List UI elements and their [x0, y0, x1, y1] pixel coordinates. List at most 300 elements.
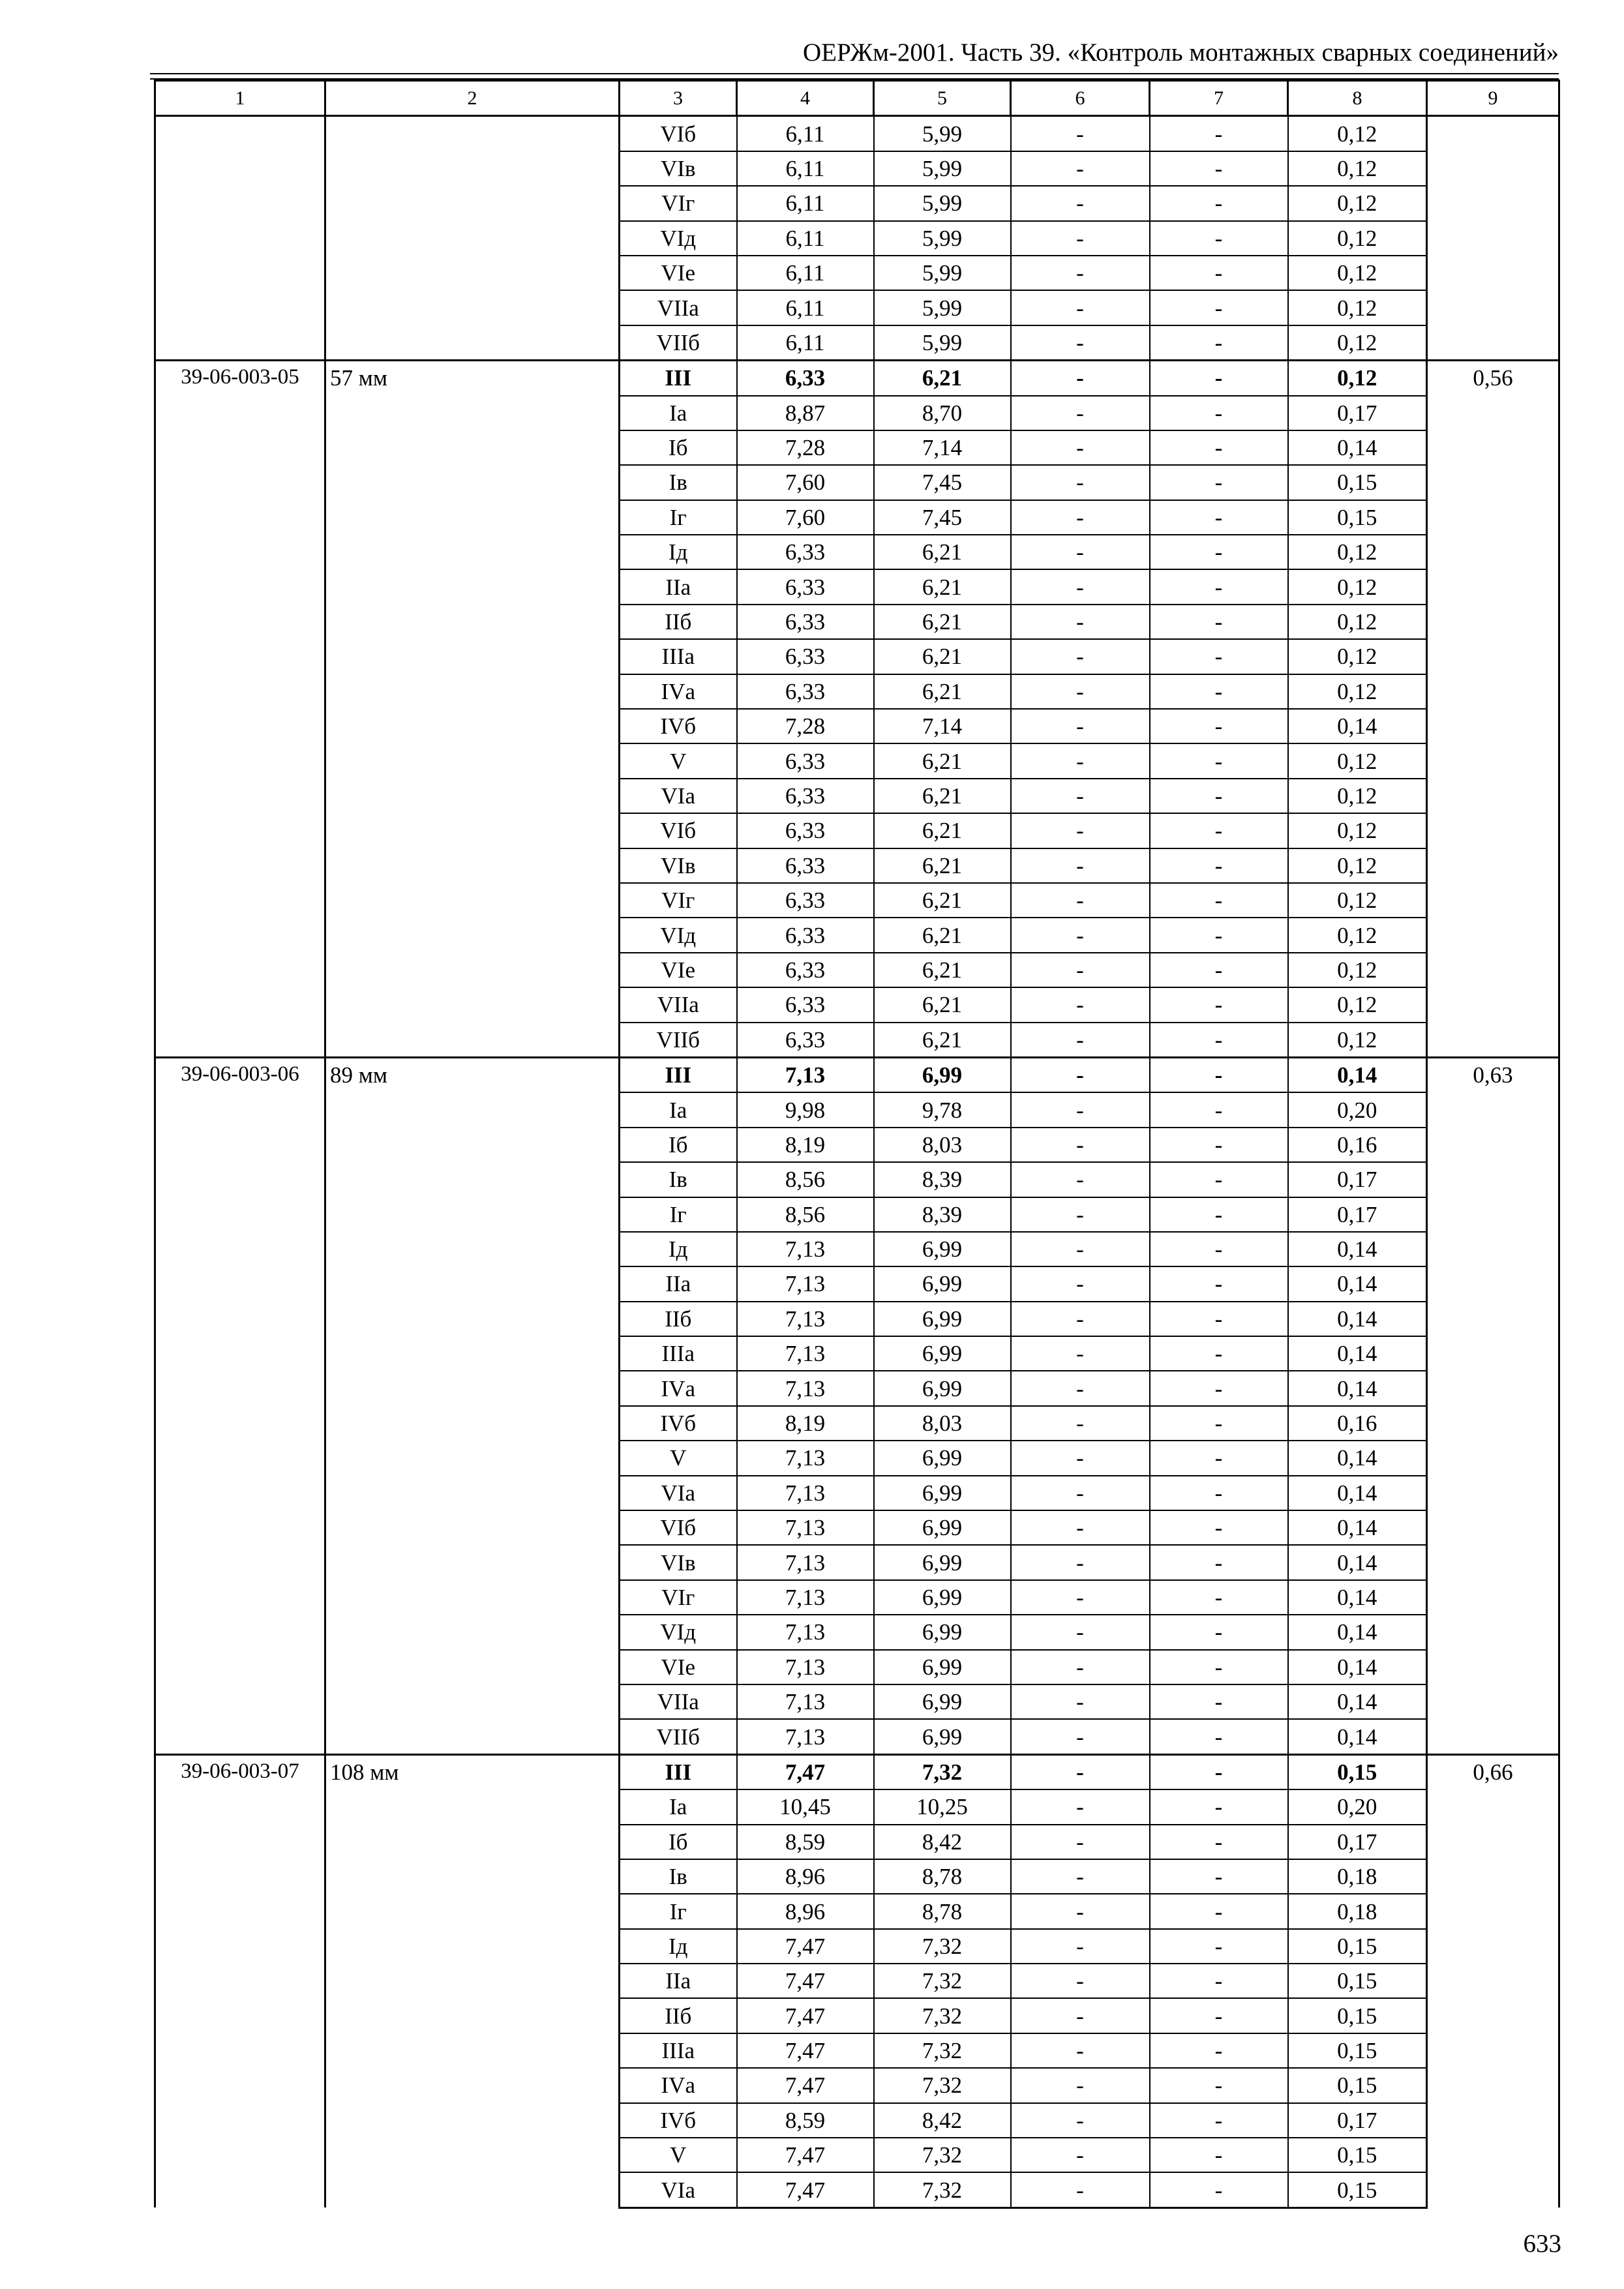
value-cell: 7,28: [737, 430, 874, 465]
column-number: 3: [620, 81, 737, 116]
value-cell: 0,14: [1288, 1371, 1427, 1405]
value-cell: -: [1011, 2138, 1150, 2172]
value-cell: 8,42: [874, 1825, 1011, 1859]
value-cell: 6,99: [874, 1371, 1011, 1405]
rate-name: [325, 116, 620, 361]
value-cell: -: [1150, 1754, 1288, 1789]
category-cell: Iг: [620, 1894, 737, 1928]
value-cell: -: [1011, 1092, 1150, 1127]
value-cell: -: [1150, 1162, 1288, 1197]
value-cell: 10,25: [874, 1789, 1011, 1824]
category-cell: IIа: [620, 569, 737, 604]
value-cell: 8,59: [737, 2103, 874, 2138]
value-cell: -: [1150, 186, 1288, 220]
value-cell: 7,60: [737, 465, 874, 500]
value-cell: -: [1150, 1998, 1288, 2033]
category-cell: IIIа: [620, 639, 737, 674]
value-cell: -: [1011, 1128, 1150, 1162]
value-cell: -: [1011, 1406, 1150, 1441]
value-cell: -: [1150, 1406, 1288, 1441]
value-cell: 7,32: [874, 2033, 1011, 2068]
value-cell: -: [1011, 535, 1150, 569]
value-cell: 0,12: [1288, 569, 1427, 604]
value-cell: -: [1011, 674, 1150, 709]
value-cell: 0,15: [1288, 2172, 1427, 2207]
table-row: [155, 361, 1559, 396]
value-cell: -: [1150, 918, 1288, 952]
value-cell: 7,13: [737, 1232, 874, 1266]
value-cell: -: [1011, 1998, 1150, 2033]
value-cell: 6,33: [737, 605, 874, 639]
category-cell: VIIб: [620, 1719, 737, 1754]
category-cell: Iб: [620, 430, 737, 465]
value-cell: 7,13: [737, 1545, 874, 1579]
column-number: 8: [1288, 81, 1427, 116]
category-cell: VIг: [620, 1580, 737, 1615]
value-cell: 8,42: [874, 2103, 1011, 2138]
value-cell: 0,12: [1288, 256, 1427, 290]
value-cell: 6,99: [874, 1302, 1011, 1336]
value-cell: 6,33: [737, 535, 874, 569]
value-cell: -: [1011, 151, 1150, 186]
rate-name: 108 мм: [325, 1754, 620, 2207]
value-cell: 0,14: [1288, 1719, 1427, 1754]
value-cell: 6,99: [874, 1545, 1011, 1579]
value-cell: 0,14: [1288, 1650, 1427, 1684]
value-cell: 0,12: [1288, 325, 1427, 361]
value-cell: -: [1150, 430, 1288, 465]
value-cell: 0,18: [1288, 1859, 1427, 1894]
value-cell: 8,39: [874, 1162, 1011, 1197]
value-cell: 6,11: [737, 290, 874, 325]
value-cell: 6,99: [874, 1232, 1011, 1266]
category-cell: VIб: [620, 813, 737, 848]
value-cell: -: [1011, 1371, 1150, 1405]
value-cell: -: [1150, 743, 1288, 778]
value-cell: -: [1150, 1476, 1288, 1510]
value-cell: 0,12: [1288, 186, 1427, 220]
value-cell: 6,99: [874, 1510, 1011, 1545]
value-cell: -: [1150, 361, 1288, 396]
value-cell: -: [1150, 1894, 1288, 1928]
value-cell: 7,47: [737, 1964, 874, 1998]
value-cell: 0,12: [1288, 151, 1427, 186]
value-cell: -: [1150, 2068, 1288, 2102]
value-cell: -: [1011, 1476, 1150, 1510]
value-cell: -: [1150, 1825, 1288, 1859]
value-cell: -: [1011, 1789, 1150, 1824]
category-cell: IIб: [620, 1302, 737, 1336]
value-cell: -: [1150, 1545, 1288, 1579]
value-cell: 0,14: [1288, 1232, 1427, 1266]
value-cell: 7,13: [737, 1684, 874, 1719]
value-cell: -: [1150, 2172, 1288, 2207]
value-cell: 6,21: [874, 883, 1011, 918]
value-cell: -: [1150, 605, 1288, 639]
value-cell: -: [1011, 465, 1150, 500]
total-cell: 0,63: [1427, 1057, 1559, 1754]
value-cell: 7,13: [737, 1057, 874, 1092]
value-cell: -: [1150, 151, 1288, 186]
category-cell: VIе: [620, 953, 737, 987]
value-cell: 6,33: [737, 883, 874, 918]
value-cell: -: [1011, 1232, 1150, 1266]
value-cell: 7,13: [737, 1266, 874, 1301]
value-cell: -: [1150, 221, 1288, 256]
value-cell: -: [1011, 430, 1150, 465]
value-cell: 0,12: [1288, 361, 1427, 396]
value-cell: -: [1011, 1441, 1150, 1475]
value-cell: 6,21: [874, 605, 1011, 639]
category-cell: VIв: [620, 1545, 737, 1579]
value-cell: 8,78: [874, 1859, 1011, 1894]
category-cell: Iа: [620, 1092, 737, 1127]
value-cell: -: [1011, 953, 1150, 987]
value-cell: 7,47: [737, 2172, 874, 2207]
category-cell: Iа: [620, 1789, 737, 1824]
value-cell: -: [1150, 987, 1288, 1022]
category-cell: VIIб: [620, 1023, 737, 1058]
total-cell: 0,66: [1427, 1754, 1559, 2207]
category-cell: IVа: [620, 674, 737, 709]
category-cell: IIа: [620, 1266, 737, 1301]
value-cell: 8,03: [874, 1128, 1011, 1162]
value-cell: 7,28: [737, 709, 874, 743]
value-cell: -: [1011, 848, 1150, 883]
value-cell: -: [1150, 1859, 1288, 1894]
value-cell: -: [1150, 325, 1288, 361]
value-cell: 6,11: [737, 186, 874, 220]
value-cell: -: [1150, 1232, 1288, 1266]
value-cell: 6,99: [874, 1266, 1011, 1301]
value-cell: -: [1011, 2103, 1150, 2138]
category-cell: Iд: [620, 1232, 737, 1266]
category-cell: IVа: [620, 1371, 737, 1405]
value-cell: -: [1011, 256, 1150, 290]
value-cell: -: [1150, 848, 1288, 883]
value-cell: 0,14: [1288, 1441, 1427, 1475]
value-cell: 7,60: [737, 500, 874, 535]
value-cell: -: [1011, 1510, 1150, 1545]
value-cell: -: [1150, 813, 1288, 848]
value-cell: -: [1011, 116, 1150, 151]
value-cell: 7,45: [874, 500, 1011, 535]
column-number: 5: [874, 81, 1011, 116]
category-cell: VIа: [620, 2172, 737, 2207]
value-cell: 5,99: [874, 325, 1011, 361]
category-cell: IVб: [620, 2103, 737, 2138]
category-cell: IIIа: [620, 2033, 737, 2068]
value-cell: -: [1150, 1266, 1288, 1301]
value-cell: -: [1011, 1684, 1150, 1719]
value-cell: 0,17: [1288, 1197, 1427, 1232]
value-cell: 7,13: [737, 1371, 874, 1405]
header-rule: [150, 73, 1559, 74]
rate-code: [155, 116, 325, 361]
value-cell: 0,18: [1288, 1894, 1427, 1928]
value-cell: -: [1011, 1266, 1150, 1301]
value-cell: -: [1150, 1650, 1288, 1684]
value-cell: 0,17: [1288, 396, 1427, 430]
cost-table: [154, 80, 1560, 2209]
value-cell: -: [1150, 116, 1288, 151]
value-cell: 6,33: [737, 569, 874, 604]
value-cell: -: [1011, 605, 1150, 639]
value-cell: 8,96: [737, 1859, 874, 1894]
value-cell: 0,14: [1288, 1580, 1427, 1615]
value-cell: 7,13: [737, 1302, 874, 1336]
table-row: [155, 1057, 1559, 1092]
value-cell: 0,12: [1288, 743, 1427, 778]
value-cell: -: [1011, 2172, 1150, 2207]
value-cell: -: [1150, 1684, 1288, 1719]
value-cell: 6,21: [874, 953, 1011, 987]
category-cell: VIа: [620, 779, 737, 813]
category-cell: VIб: [620, 1510, 737, 1545]
category-cell: V: [620, 1441, 737, 1475]
value-cell: 6,33: [737, 987, 874, 1022]
value-cell: 0,12: [1288, 535, 1427, 569]
value-cell: 5,99: [874, 151, 1011, 186]
value-cell: -: [1011, 1023, 1150, 1058]
page-number: 633: [1523, 2230, 1561, 2258]
page-header: [150, 34, 1559, 73]
category-cell: Iв: [620, 1162, 737, 1197]
value-cell: 7,47: [737, 2138, 874, 2172]
value-cell: 0,12: [1288, 848, 1427, 883]
value-cell: 5,99: [874, 290, 1011, 325]
value-cell: -: [1150, 709, 1288, 743]
category-cell: III: [620, 361, 737, 396]
value-cell: -: [1011, 987, 1150, 1022]
value-cell: 6,33: [737, 639, 874, 674]
value-cell: 0,12: [1288, 674, 1427, 709]
value-cell: 6,99: [874, 1476, 1011, 1510]
category-cell: III: [620, 1057, 737, 1092]
value-cell: 7,14: [874, 430, 1011, 465]
column-number: 2: [325, 81, 620, 116]
category-cell: IIIа: [620, 1336, 737, 1371]
value-cell: 0,12: [1288, 918, 1427, 952]
value-cell: 0,15: [1288, 465, 1427, 500]
value-cell: 6,99: [874, 1336, 1011, 1371]
value-cell: 6,21: [874, 848, 1011, 883]
value-cell: 0,12: [1288, 639, 1427, 674]
value-cell: 7,13: [737, 1476, 874, 1510]
column-number: 1: [155, 81, 325, 116]
rate-code: 39-06-003-06: [155, 1057, 325, 1754]
value-cell: -: [1150, 883, 1288, 918]
value-cell: -: [1011, 709, 1150, 743]
value-cell: -: [1011, 290, 1150, 325]
value-cell: -: [1011, 639, 1150, 674]
value-cell: -: [1011, 1929, 1150, 1964]
column-number: 7: [1150, 81, 1288, 116]
value-cell: 0,12: [1288, 987, 1427, 1022]
category-cell: Iб: [620, 1825, 737, 1859]
value-cell: -: [1150, 1023, 1288, 1058]
value-cell: -: [1150, 779, 1288, 813]
value-cell: 6,33: [737, 779, 874, 813]
value-cell: -: [1011, 743, 1150, 778]
rate-name: 89 мм: [325, 1057, 620, 1754]
value-cell: -: [1150, 1128, 1288, 1162]
value-cell: 9,78: [874, 1092, 1011, 1127]
value-cell: -: [1011, 1894, 1150, 1928]
value-cell: 0,14: [1288, 1545, 1427, 1579]
value-cell: 0,12: [1288, 1023, 1427, 1058]
value-cell: -: [1011, 396, 1150, 430]
value-cell: 7,13: [737, 1719, 874, 1754]
value-cell: 6,99: [874, 1684, 1011, 1719]
category-cell: VIв: [620, 848, 737, 883]
value-cell: -: [1150, 500, 1288, 535]
value-cell: 6,21: [874, 639, 1011, 674]
value-cell: -: [1150, 256, 1288, 290]
value-cell: -: [1011, 2033, 1150, 2068]
value-cell: 6,33: [737, 1023, 874, 1058]
value-cell: 6,11: [737, 325, 874, 361]
value-cell: 6,33: [737, 918, 874, 952]
value-cell: 0,15: [1288, 1754, 1427, 1789]
value-cell: -: [1011, 186, 1150, 220]
value-cell: -: [1150, 1092, 1288, 1127]
value-cell: 0,14: [1288, 1057, 1427, 1092]
category-cell: VIIа: [620, 987, 737, 1022]
value-cell: 8,56: [737, 1162, 874, 1197]
value-cell: -: [1011, 1615, 1150, 1649]
value-cell: 7,47: [737, 2033, 874, 2068]
value-cell: -: [1150, 1371, 1288, 1405]
value-cell: -: [1011, 1825, 1150, 1859]
value-cell: 0,20: [1288, 1092, 1427, 1127]
category-cell: Iб: [620, 1128, 737, 1162]
value-cell: 6,99: [874, 1615, 1011, 1649]
category-cell: VIIб: [620, 325, 737, 361]
value-cell: 0,15: [1288, 1998, 1427, 2033]
value-cell: 0,16: [1288, 1128, 1427, 1162]
value-cell: 8,19: [737, 1406, 874, 1441]
value-cell: 6,21: [874, 1023, 1011, 1058]
value-cell: 0,17: [1288, 1162, 1427, 1197]
value-cell: 6,21: [874, 569, 1011, 604]
value-cell: 5,99: [874, 186, 1011, 220]
value-cell: -: [1150, 1441, 1288, 1475]
value-cell: 0,20: [1288, 1789, 1427, 1824]
value-cell: 6,21: [874, 779, 1011, 813]
value-cell: -: [1150, 1580, 1288, 1615]
value-cell: -: [1011, 1162, 1150, 1197]
value-cell: 7,32: [874, 1754, 1011, 1789]
category-cell: VIд: [620, 1615, 737, 1649]
value-cell: 6,21: [874, 987, 1011, 1022]
value-cell: -: [1011, 361, 1150, 396]
value-cell: 0,15: [1288, 1929, 1427, 1964]
value-cell: 7,32: [874, 2172, 1011, 2207]
value-cell: 8,87: [737, 396, 874, 430]
value-cell: -: [1011, 1580, 1150, 1615]
value-cell: 6,21: [874, 743, 1011, 778]
value-cell: 6,11: [737, 221, 874, 256]
rate-name: 57 мм: [325, 361, 620, 1058]
value-cell: 0,14: [1288, 1510, 1427, 1545]
category-cell: V: [620, 743, 737, 778]
category-cell: Iв: [620, 1859, 737, 1894]
value-cell: 6,21: [874, 813, 1011, 848]
value-cell: -: [1150, 2103, 1288, 2138]
value-cell: 7,13: [737, 1580, 874, 1615]
value-cell: -: [1150, 674, 1288, 709]
value-cell: -: [1150, 290, 1288, 325]
value-cell: 7,13: [737, 1510, 874, 1545]
value-cell: 0,15: [1288, 2138, 1427, 2172]
column-number: 6: [1011, 81, 1150, 116]
category-cell: V: [620, 2138, 737, 2172]
value-cell: 0,15: [1288, 2033, 1427, 2068]
value-cell: -: [1150, 2033, 1288, 2068]
value-cell: -: [1150, 1789, 1288, 1824]
value-cell: 8,19: [737, 1128, 874, 1162]
category-cell: VIIа: [620, 290, 737, 325]
value-cell: -: [1011, 1650, 1150, 1684]
value-cell: 5,99: [874, 256, 1011, 290]
value-cell: 7,13: [737, 1650, 874, 1684]
value-cell: 8,96: [737, 1894, 874, 1928]
value-cell: -: [1150, 1197, 1288, 1232]
value-cell: 6,33: [737, 361, 874, 396]
value-cell: -: [1011, 813, 1150, 848]
category-cell: IVа: [620, 2068, 737, 2102]
category-cell: IIб: [620, 1998, 737, 2033]
value-cell: -: [1011, 883, 1150, 918]
category-cell: VIб: [620, 116, 737, 151]
value-cell: 0,14: [1288, 1266, 1427, 1301]
value-cell: 0,12: [1288, 605, 1427, 639]
category-cell: IVб: [620, 709, 737, 743]
table-row: [155, 116, 1559, 151]
value-cell: 6,33: [737, 953, 874, 987]
value-cell: 8,56: [737, 1197, 874, 1232]
value-cell: 8,78: [874, 1894, 1011, 1928]
value-cell: 6,33: [737, 848, 874, 883]
value-cell: 0,14: [1288, 430, 1427, 465]
value-cell: -: [1150, 465, 1288, 500]
value-cell: -: [1011, 221, 1150, 256]
category-cell: VIе: [620, 1650, 737, 1684]
total-cell: [1427, 116, 1559, 361]
value-cell: 6,11: [737, 256, 874, 290]
value-cell: 7,47: [737, 1998, 874, 2033]
value-cell: 0,15: [1288, 1964, 1427, 1998]
value-cell: -: [1011, 1545, 1150, 1579]
table-row: [155, 1754, 1559, 1789]
value-cell: -: [1150, 1964, 1288, 1998]
category-cell: VIа: [620, 1476, 737, 1510]
value-cell: 7,13: [737, 1441, 874, 1475]
value-cell: 7,47: [737, 1754, 874, 1789]
value-cell: 0,14: [1288, 1302, 1427, 1336]
value-cell: 7,13: [737, 1336, 874, 1371]
value-cell: 5,99: [874, 116, 1011, 151]
value-cell: 6,33: [737, 743, 874, 778]
value-cell: 6,99: [874, 1580, 1011, 1615]
value-cell: -: [1150, 639, 1288, 674]
value-cell: -: [1011, 918, 1150, 952]
value-cell: 0,12: [1288, 953, 1427, 987]
category-cell: VIв: [620, 151, 737, 186]
value-cell: -: [1011, 569, 1150, 604]
category-cell: Iа: [620, 396, 737, 430]
